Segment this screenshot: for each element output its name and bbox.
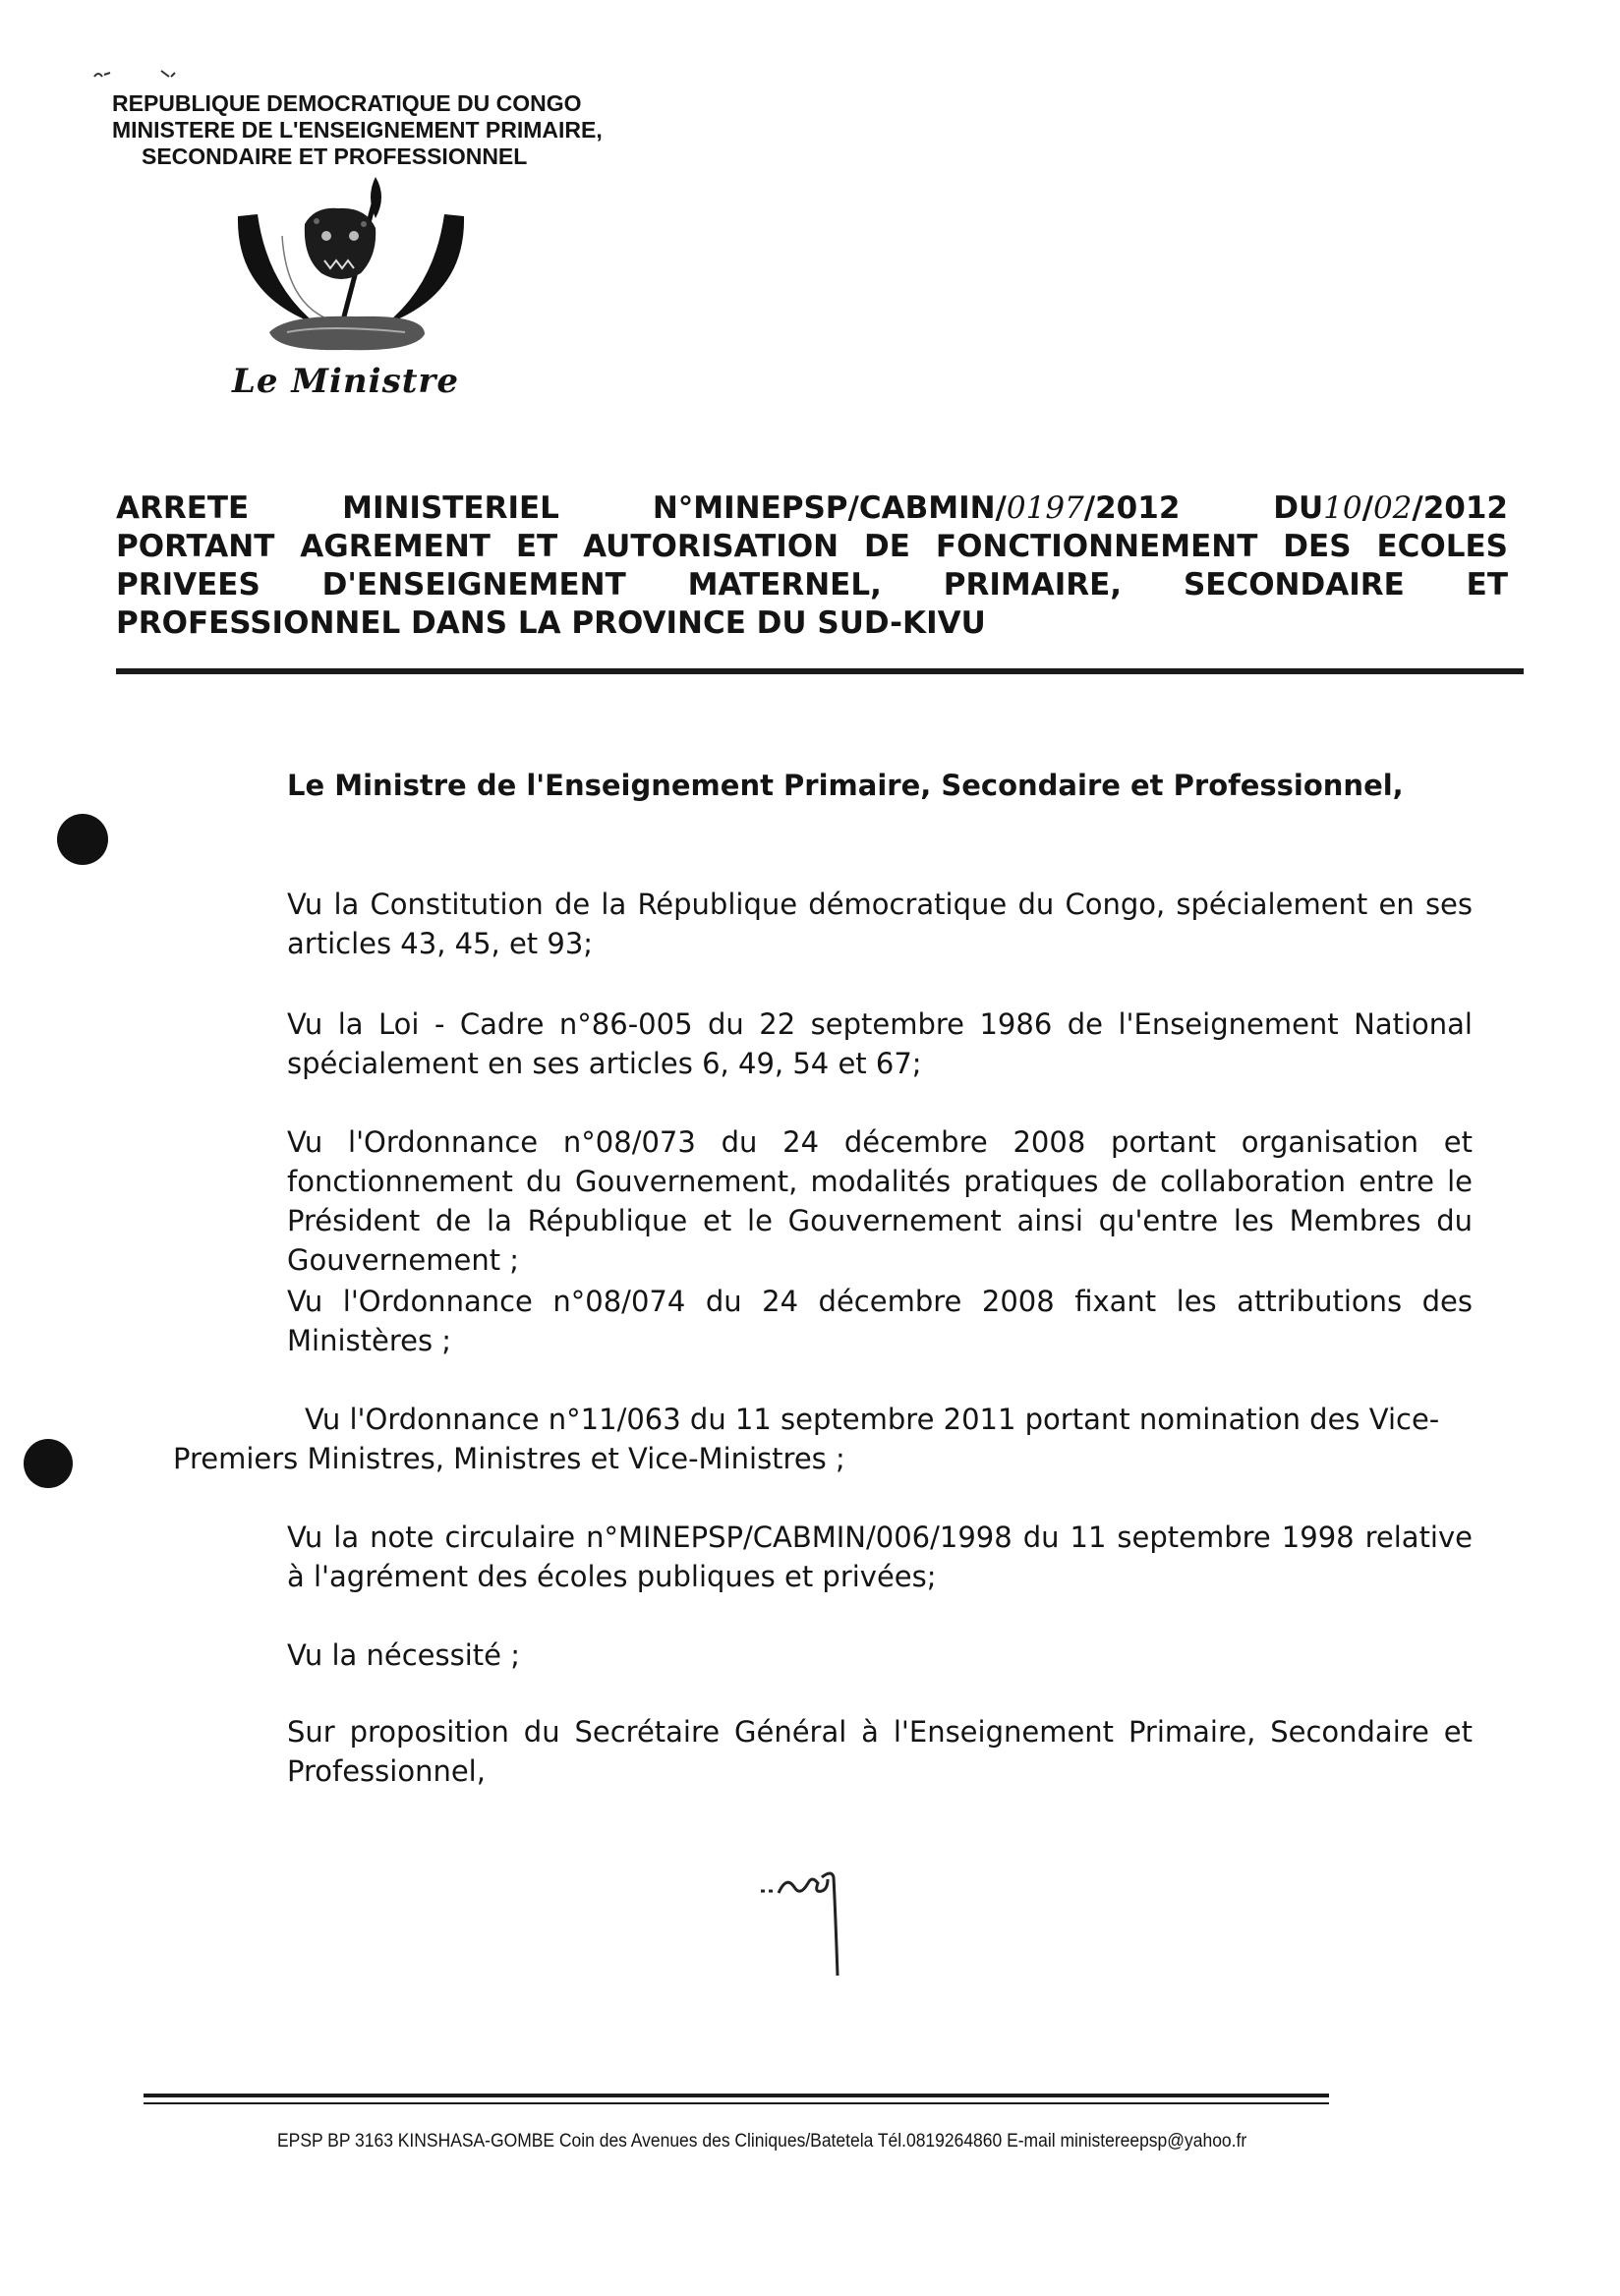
- whereas-constitution-text: Vu la Constitution de la République démocratique du Congo, spécialement en ses articles 43, 45, et 93;: [287, 888, 1473, 960]
- whereas-ordonnance-11-063-line1: Vu l'Ordonnance n°11/063 du 11 septembre 2011 portant nomination des Vice-: [305, 1403, 1440, 1436]
- punch-hole-mark: [24, 1439, 73, 1488]
- title-divider: [116, 668, 1524, 674]
- scan-artifact-icon: [92, 65, 201, 85]
- minister-heading: Le Ministre de l'Enseignement Primaire, Secondaire et Professionnel,: [287, 769, 1404, 802]
- whereas-ordonnance-08-074-text: Vu l'Ordonnance n°08/074 du 24 décembre 2008 fixant les attributions des Ministères ;: [287, 1285, 1473, 1357]
- footer-contact: EPSP BP 3163 KINSHASA-GOMBE Coin des Avenues des Cliniques/Batetela Tél.0819264860 E-mail ministereepsp@yahoo.fr: [277, 2131, 1247, 2152]
- handwritten-month: 02: [1372, 490, 1413, 526]
- handwritten-ref-number: 0197: [1006, 490, 1084, 526]
- punch-hole-mark: [57, 814, 108, 865]
- whereas-ordonnance-11-063: [116, 1400, 1482, 1478]
- whereas-note-circulaire-text: Vu la note circulaire n°MINEPSP/CABMIN/006/1998 du 11 septembre 1998 relative à l'agrément des écoles publiques et privées;: [287, 1521, 1473, 1593]
- whereas-ordonnance-08-074: [116, 1282, 1473, 1360]
- title-line-4: PROFESSIONNEL DANS LA PROVINCE DU SUD-KIVU: [116, 605, 986, 641]
- whereas-necessite-text: Vu la nécessité ;: [287, 1638, 520, 1672]
- ref-prefix: N°MINEPSP/CABMIN/: [652, 490, 1007, 526]
- on-proposal-clause: [116, 1712, 1473, 1791]
- date-year: /2012: [1412, 490, 1508, 526]
- decree-reference: [653, 490, 1181, 526]
- title-ministeriel: MINISTERIEL: [342, 490, 559, 526]
- on-proposal-text: Sur proposition du Secrétaire Général à l'Enseignement Primaire, Secondaire et Professionnel,: [287, 1715, 1473, 1788]
- letterhead: [112, 90, 702, 170]
- whereas-ordonnance-08-073: [116, 1122, 1473, 1280]
- decree-reference-line: [116, 489, 1508, 528]
- du-label: DU: [1273, 490, 1324, 526]
- title-line-2: PORTANT AGREMENT ET AUTORISATION DE FONCTIONNEMENT DES ECOLES: [116, 529, 1508, 564]
- decree-title: [116, 489, 1508, 643]
- whereas-loi-cadre-text: Vu la Loi - Cadre n°86-005 du 22 septembre 1986 de l'Enseignement National spécialement en ses articles 6, 49, 54 et 67;: [287, 1007, 1473, 1080]
- handwritten-day: 10: [1323, 490, 1362, 526]
- ref-year: /2012: [1083, 490, 1181, 526]
- whereas-ordonnance-08-073-text: Vu l'Ordonnance n°08/073 du 24 décembre 2008 portant organisation et fonctionnement du Gouvernement, modalités pratiques de collaboration entre le Président de la République et le Gouvernement ainsi qu'entre les Membres du Gouvernement ;: [287, 1125, 1473, 1277]
- whereas-ordonnance-11-063-line2: Premiers Ministres, Ministres et Vice-Ministres ;: [173, 1442, 845, 1475]
- coat-of-arms-leopard-icon: [228, 167, 474, 373]
- whereas-loi-cadre: [116, 1004, 1473, 1083]
- footer-divider: [144, 2094, 1329, 2097]
- whereas-necessite: [116, 1636, 1473, 1675]
- whereas-note-circulaire: [116, 1518, 1473, 1596]
- header-ministry: MINISTERE DE L'ENSEIGNEMENT PRIMAIRE,: [112, 117, 603, 143]
- title-line-3: PRIVEES D'ENSEIGNEMENT MATERNEL, PRIMAIRE, SECONDAIRE ET: [116, 567, 1508, 603]
- signatory-title: Le Ministre: [232, 362, 459, 401]
- title-arrete: ARRETE: [116, 490, 250, 526]
- footer-divider-thin: [144, 2102, 1329, 2104]
- decree-date: DU10/02/2012: [1273, 490, 1508, 526]
- header-ministry-cont: SECONDAIRE ET PROFESSIONNEL: [142, 144, 528, 169]
- header-country: REPUBLIQUE DEMOCRATIQUE DU CONGO: [112, 90, 582, 116]
- whereas-constitution: [116, 885, 1473, 963]
- handwritten-initials-icon: [757, 1867, 865, 1985]
